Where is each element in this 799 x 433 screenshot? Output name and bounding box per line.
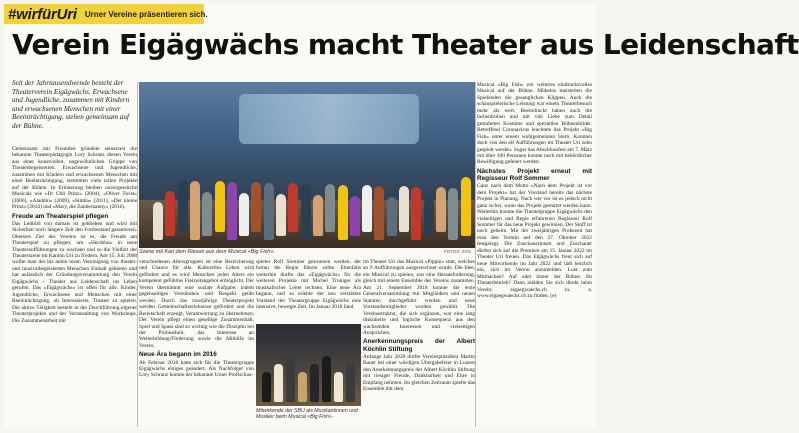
article-column-5 xyxy=(477,82,592,427)
article-column-1 xyxy=(12,146,137,426)
newspaper-page xyxy=(4,4,799,429)
column-5-paragraph-1: Musical «Big Fish» ein weiteres eindrucksvolles Musical auf der Bühne. Mühelos meisterten die Spielenden die gesanglichen Klippen. Auch die schauspielerische Leistung war einem Theaterbesuch mehr als wert. Beeindruckt haben auch die farbenfrohen und mit viel Liebe zum Detail gestalteten Kostüme und speziellen Bühnenbilder. Betreffend Coronavirus leuchtete das Projekt «Big Fish» unter einem wohlgemeinten Stern. Konnten doch von den elf Aufführungen im Theater Uri zehn gespielt werden. Sogar das Abschlussfest am 7. März mit über 100 Personen konnte noch mit behördlicher Bewilligung gefeiert werden. xyxy=(477,82,592,166)
musician-figure xyxy=(310,364,319,402)
musician-figure xyxy=(298,372,307,402)
musicians-photo-caption: Mitwirkende der SBU als Musikantinnen und Musiker beim Musical «Big Fish». xyxy=(256,408,358,420)
performer-figure xyxy=(288,183,298,232)
column-2-subheading: Neue Ära begann im 2016 xyxy=(139,351,217,359)
article-column-2 xyxy=(139,259,254,427)
performer-figure xyxy=(362,185,372,232)
performer-figure xyxy=(338,185,348,240)
performer-figure xyxy=(301,184,311,240)
kicker-bar xyxy=(4,4,208,24)
column-4-subheading: Anerkennungspreis der Albert Köchlin Stiftung xyxy=(363,338,475,353)
performer-figure xyxy=(202,192,212,236)
article-column-3 xyxy=(256,259,361,319)
column-5-paragraph-2: Ganz nach dem Motto «Nach dem Projekt ist vor dem Projekt» hat der Vorstand bereits das nächste Projekt in Planung. Nach wie vor ist es jedoch nicht ganz sicher, wann das Projekt gestartet werden kann. Weiterhin konnte die Theatergruppe Eigägwächs den vielseitigen und Regie erfahrenen Regisseur Rolf Sommer für das neue Projekt gewinnen. Der Stoff ist noch geheim. Mit der zweijährigen Probezeit hat man den Termin auf den 27. Oktober 2022 festgelegt. Die Zuschauerinnen und Zuschauer dürfen sich auf die Premiere am 15. Januar 2022 im Theater Uri freuen. Das Eigägwächs freut sich auf neue Mitwirkende im Jahr 2022 und lädt herzlich ein, sich im Verein anzumelden. Lust zum Mitmachen? Auf oder hinter der Bühne. Im Theaterbetrieb? Dann melden Sie sich direkt beim Verein: eigaegwaechs.ch (u. a. www.eigaegwaechs.ch zu finden. (e) xyxy=(477,183,592,299)
musician-figure xyxy=(334,372,343,402)
performer-figure xyxy=(227,182,237,240)
performer-figure xyxy=(448,188,458,240)
stage-photo-caption: Szene mit Karl dem Riesen aus dem Musical «Big Fish». xyxy=(139,249,275,255)
performer-figure xyxy=(387,197,397,236)
performer-figure xyxy=(178,180,188,232)
column-divider xyxy=(475,82,476,427)
column-4-paragraph-2: Anfangs Jahr 2020 durfte Vereinspräsident Martin Bauer bei einer würdigen Übergabefeier in Luzern den Anerkennungspreis der Albert Köchlin Stiftung mit riesiger Freude, Dankbarkeit und Ehre in Empfang nehmen. Im gleichen Zeitraum spielte das Ensemble mit dem xyxy=(363,353,475,393)
column-3-paragraph-1: spieler Rolf Sommer gewonnen werden, der fortan die Regie führen sollte. Ebenfalls weiterhin durfte das «Eigägwächs» für die weiteren Projekte mit Michel Truniger als musikalischer Leiter rechnen. Eine neue Ära begann, und so erlebte der neu verstärkte Vorstand der Theatergruppe Eigägwächs eine intensive, bewegte Zeit. Im Januar 2018 fand xyxy=(256,259,361,311)
performer-figure xyxy=(251,182,261,232)
column-2-paragraph-1: verschiedenen Altersgruppen ist eine Bereicherung und Chance für alle. Kulturelles Leben wird gefördert und es wird Menschen jeden Alters ein kompetent geführtes Freizeitangebot ermöglicht. Der Verein übernimmt eine soziale Aufgabe, indem gegenseitiges Verständnis und Respekt geübt werden. Durch das zweijährige Theaterprojekt werden Gemeinschaftserlebnisse gefördert und die Bereitschaft erzeugt, Verantwortung zu übernehmen. Der Verein pflegt einen gesellige Zusammenhalt. Spiel und Spass sind so wichtig wie die Disziplin bei der Probearbeit, das Interesse an Weiterbildung/Förderung sowie die Mithilfe im Verein. xyxy=(139,259,254,349)
column-1-paragraph-2: Das Leitbild von damals ist geblieben und wird mit Sicherheit noch längere Zeit den Fortbestand garantieren. Oberstes Ziel des Vereins ist es, die Freude am Theaterspiel zu pflegen, um «Herzblut» in neue Theateraufführungen zu wachsen und so die Vielfalt der Theaterszene im Kanton Uri zu fördern. Am 15. Juli 2008 wollte man der bis anhin losen Vereinigung von theater- und musicalbegeisterten Menschen Einhalt gebieten und hat anlässlich der Gründungsversammlung den Verein Eigägwächs – Theater aus Leidenschaft ins Leben gerufen. Das «Eigägwächs» ist offen für alle. Kinder, Jugendliche, Erwachsene und Menschen mit einer Beeinträchtigung, ob Interessierte, Theater zu spielen. Die aktive Tätigkeit besteht in der Durchführung eigener Theaterprojekte und der Veranstaltung von Workshops. Die Zusammenarbeit mit xyxy=(12,220,137,324)
column-2-paragraph-2: Ab Februar 2016 hatte sich für die Theatergruppe Eigägwächs einiges geändert. Als Nachfolger von Lory Schranz konnte der bekannte Urner Profischau- xyxy=(139,359,254,379)
performer-figure xyxy=(374,186,384,240)
musicians-photo xyxy=(256,324,361,406)
kicker-subtitle: Urner Vereine präsentieren sich. xyxy=(84,9,208,19)
stage-backdrop xyxy=(239,94,419,144)
performer-figure xyxy=(190,181,200,240)
photo-credit: FOTOS: ZVG xyxy=(444,249,472,254)
performer-figure xyxy=(436,187,446,232)
musician-figure xyxy=(322,356,331,402)
performer-figure xyxy=(313,195,323,236)
performer-figure xyxy=(325,184,335,232)
column-1-paragraph-1: Gemeinsam mit Freunden gründete seinerzeit die bekannte Theaterpädagogin Lory Schranz diesen Verein aus einer kunstvollen, ungewöhnlichen Gruppe von Theaterbegeisterten. Erwachsene und Jugendliche, zusammen mit Kindern und erwachsenen Menschen mit einer Beeinträchtigung, stemmten viele tollen Projekte auf der Bühne. In Erinnerung bleiben unvergessliche Musicals wie «Dr Chli Prinz» (2004), «Oliver Twist» (2006), «Aladdin» (2009), «Simba» (2011), «Der kleine Prinz» (2014) und «Mary, die Zaubernanny» (2016). xyxy=(12,146,137,211)
column-divider xyxy=(137,82,138,427)
performer-figure xyxy=(215,181,225,232)
headline: Verein Eigägwächs macht Theater aus Leidenschaft xyxy=(12,28,799,61)
performer-figure xyxy=(399,186,409,232)
performer-figure xyxy=(165,191,175,236)
column-4-paragraph-1: im Theater Uri das Musical «Pippin» statt, welches an 9 Aufführungen ausgezeichnet wurde. Die Idee, ein Musical zu spielen, war eine Herausforderung, gleich mit einem Ensemble des Vereins zusammen. Am 21. September 2018 konnte die erste Generalversammlung mit Mitgliedern und neuen Statuten durchgeführt werden und neue Vorstandsmitglieder wurden gewählt. Die Vereinsstruktur, die sich ergänzen, war eine lang diskutierte und logische Konsequenz aus den wachsenden Interessen und vielseitigen Ansprüchen. xyxy=(363,259,475,336)
article-column-4 xyxy=(363,259,475,427)
performer-figure xyxy=(276,194,286,236)
musician-figure xyxy=(286,356,295,402)
performer-figure xyxy=(239,193,249,236)
stage-photo xyxy=(139,82,475,248)
musician-figure xyxy=(262,372,271,402)
musician-figure xyxy=(346,364,355,402)
column-1-subheading: Freude am Theaterspiel pflegen xyxy=(12,212,109,220)
column-5-subheading: Nächstes Projekt erneut mit Regisseur Rolf Sommer xyxy=(477,167,592,183)
performer-figure xyxy=(264,183,274,240)
musician-figure xyxy=(274,364,283,402)
kicker-tag: #wirfürUri xyxy=(8,5,77,23)
lead-paragraph: Seit der Jahrtausendwende besteht der Theaterverein Eigägwächs. Erwachsene und Jugendliche, zusammen mit Kindern und erwachsenen Menschen mit einer Beeinträchtigung, stehen gemeinsam auf der Bühne. xyxy=(12,79,130,130)
performer-figure xyxy=(424,198,434,236)
performer-figure xyxy=(411,187,421,240)
performer-figure xyxy=(153,202,163,240)
performer-figure xyxy=(461,177,471,236)
performer-figure xyxy=(350,196,360,236)
